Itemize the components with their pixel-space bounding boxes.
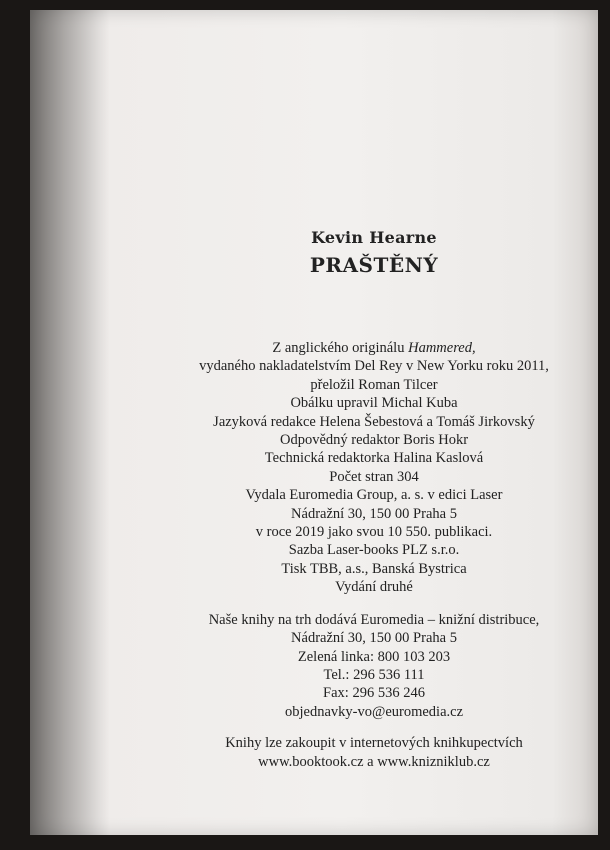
imprint-line: Vydala Euromedia Group, a. s. v edici Laser xyxy=(245,487,503,504)
distribution-line: Zelená linka: 800 103 203 xyxy=(297,648,451,665)
original-prefix: Z anglického originálu xyxy=(272,340,409,356)
imprint-line: Odpovědný redaktor Boris Hokr xyxy=(279,432,469,449)
imprint-line: Vydání druhé xyxy=(335,579,413,596)
imprint-line: Počet stran 304 xyxy=(329,468,419,485)
imprint-line: Sazba Laser-books PLZ s.r.o. xyxy=(288,542,460,559)
book-title: PRAŠTĚNÝ xyxy=(309,253,439,277)
imprint-line: v roce 2019 jako svou 10 550. publikaci. xyxy=(255,524,493,541)
title-page-content xyxy=(160,228,588,771)
distribution-block xyxy=(160,611,588,721)
imprint-line: Obálku upravil Michal Kuba xyxy=(290,395,458,412)
imprint-line: Jazyková redakce Helena Šebestová a Tomáš Jirkovský xyxy=(213,413,535,430)
distribution-line: Nádražní 30, 150 00 Praha 5 xyxy=(291,630,457,647)
imprint-line: přeložil Roman Tilcer xyxy=(310,376,438,393)
imprint-block xyxy=(160,339,588,597)
imprint-line: Technická redaktorka Halina Kaslová xyxy=(264,450,484,467)
author-name: Kevin Hearne xyxy=(311,228,437,247)
online-line: Knihy lze zakoupit v internetových knihkupectvích xyxy=(225,735,523,752)
imprint-line: Tisk TBB, a.s., Banská Bystrica xyxy=(281,560,467,577)
online-line: www.booktook.cz a www.knizniklub.cz xyxy=(258,753,490,770)
imprint-line xyxy=(160,339,588,357)
imprint-line: vydaného nakladatelstvím Del Rey v New Yorku roku 2011, xyxy=(199,358,549,375)
online-block xyxy=(160,734,588,771)
original-title: Hammered, xyxy=(408,340,476,356)
distribution-line: Tel.: 296 536 111 xyxy=(323,666,425,683)
distribution-line: objednavky-vo@euromedia.cz xyxy=(284,703,464,720)
distribution-line: Fax: 296 536 246 xyxy=(323,685,425,702)
imprint-line: Nádražní 30, 150 00 Praha 5 xyxy=(291,505,457,522)
distribution-line: Naše knihy na trh dodává Euromedia – knižní distribuce, xyxy=(208,611,540,628)
